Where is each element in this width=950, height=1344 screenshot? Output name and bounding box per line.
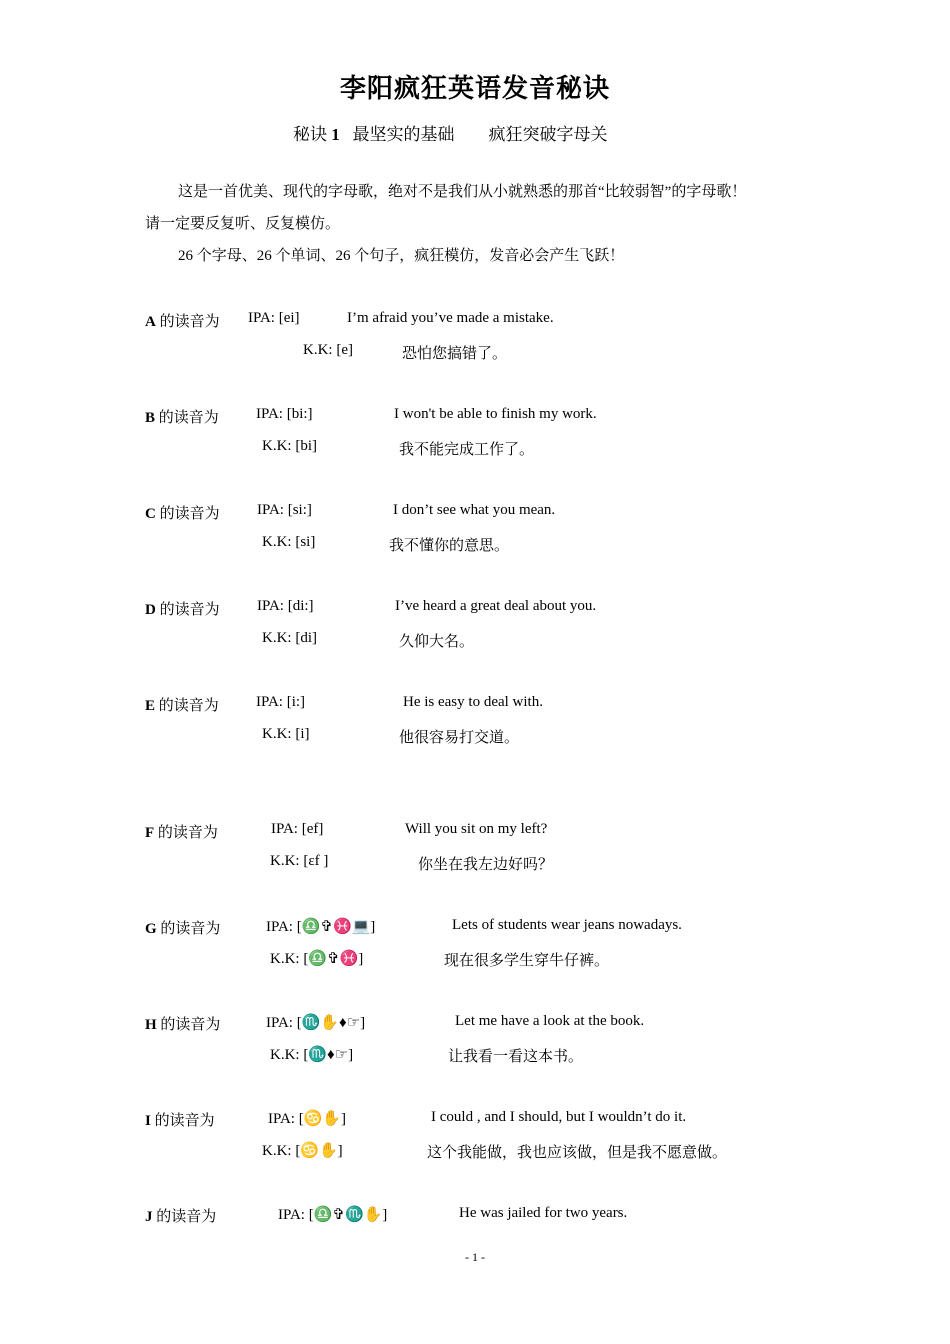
entry-label-row <box>145 1205 216 1226</box>
intro-line-1: 这是一首优美、现代的字母歌，绝对不是我们从小就熟悉的那首“比较弱智”的字母歌！ <box>178 184 747 200</box>
entry-kk: K.K: [e] <box>303 342 353 358</box>
entry-letter: G <box>145 921 157 937</box>
entry-translation: 让我看一看这本书。 <box>448 1049 584 1065</box>
subtitle-label: 秘诀 <box>293 125 327 144</box>
page-number: - 1 - <box>465 1250 485 1264</box>
entry-sentence: Lets of students wear jeans nowadays. <box>452 917 682 933</box>
entry-label-row <box>145 1109 215 1130</box>
letter-entry-g <box>0 917 950 987</box>
entry-ipa: IPA: [♎✞♏✋] <box>278 1207 388 1223</box>
subtitle-part2: 疯狂突破字母关 <box>488 125 608 144</box>
entry-sentence: He was jailed for two years. <box>459 1205 628 1221</box>
entry-sentence: I won't be able to finish my work. <box>394 406 597 422</box>
entry-letter: D <box>145 602 156 618</box>
entry-translation: 恐怕您搞错了。 <box>402 346 508 362</box>
entry-label-row <box>145 502 220 523</box>
entry-kk: K.K: [si] <box>262 534 316 550</box>
entry-label: 的读音为 <box>160 921 221 937</box>
entry-label-row <box>145 310 220 331</box>
entry-label-row <box>145 821 218 842</box>
letter-entry-f <box>0 821 950 891</box>
intro-line-3: 26 个字母、26 个单词、26 个句子，疯狂模仿，发音必会产生飞跃！ <box>178 248 625 264</box>
entry-letter: C <box>145 506 156 522</box>
intro-line-2: 请一定要反复听、反复模仿。 <box>145 216 341 232</box>
entry-label-row <box>145 598 220 619</box>
letter-entry-j <box>0 1205 950 1239</box>
entry-label: 的读音为 <box>159 506 220 522</box>
letter-entry-b <box>0 406 950 476</box>
entry-label: 的读音为 <box>159 602 220 618</box>
entry-label: 的读音为 <box>158 410 219 426</box>
entry-kk: K.K: [♏♦☞] <box>270 1047 354 1063</box>
entry-letter: B <box>145 410 156 426</box>
entry-ipa: IPA: [ei] <box>248 310 300 326</box>
entry-ipa: IPA: [♎✞♓💻] <box>266 919 376 935</box>
entry-ipa: IPA: [i:] <box>256 694 306 710</box>
entry-letter: J <box>145 1209 153 1225</box>
entry-label-row <box>145 694 219 715</box>
entry-letter: F <box>145 825 155 841</box>
entry-kk: K.K: [i] <box>262 726 310 742</box>
entry-letter: I <box>145 1113 151 1129</box>
entry-ipa: IPA: [di:] <box>257 598 314 614</box>
entry-sentence: I don’t see what you mean. <box>393 502 556 518</box>
entry-letter: H <box>145 1017 157 1033</box>
document-title: 李阳疯狂英语发音秘诀 <box>339 74 610 104</box>
entry-sentence: Will you sit on my left? <box>405 821 548 837</box>
entry-label-row <box>145 406 219 427</box>
entry-letter: A <box>145 314 156 330</box>
entry-translation: 我不懂你的意思。 <box>389 538 510 554</box>
entry-translation: 你坐在我左边好吗？ <box>418 857 554 873</box>
subtitle <box>293 120 608 145</box>
entry-sentence: Let me have a look at the book. <box>455 1013 645 1029</box>
entry-ipa: IPA: [♋✋] <box>268 1111 347 1127</box>
entry-kk: K.K: [ɛf ] <box>270 853 329 869</box>
letter-entry-a <box>0 310 950 380</box>
entry-translation: 这个我能做，我也应该做，但是我不愿意做。 <box>427 1145 728 1161</box>
entry-kk: K.K: [di] <box>262 630 317 646</box>
entry-kk: K.K: [bi] <box>262 438 317 454</box>
entry-label: 的读音为 <box>158 698 219 714</box>
entry-sentence: I could , and I should, but I wouldn’t do it. <box>431 1109 687 1125</box>
entry-label: 的读音为 <box>154 1113 215 1129</box>
entry-sentence: I’m afraid you’ve made a mistake. <box>347 310 554 326</box>
letter-entry-e <box>0 694 950 764</box>
entry-ipa: IPA: [si:] <box>257 502 312 518</box>
letter-entry-c <box>0 502 950 572</box>
subtitle-part1: 最坚实的基础 <box>352 125 455 144</box>
entry-ipa: IPA: [bi:] <box>256 406 313 422</box>
entry-letter: E <box>145 698 156 714</box>
letter-entry-i <box>0 1109 950 1179</box>
subtitle-number: 1 <box>331 125 340 144</box>
entry-translation: 久仰大名。 <box>399 634 475 650</box>
entry-label: 的读音为 <box>156 1209 217 1225</box>
letter-entry-d <box>0 598 950 668</box>
entry-label: 的读音为 <box>159 314 220 330</box>
entry-kk: K.K: [♋✋] <box>262 1143 343 1159</box>
entry-translation: 他很容易打交道。 <box>399 730 520 746</box>
entry-translation: 现在很多学生穿牛仔裤。 <box>444 953 610 969</box>
entry-sentence: I’ve heard a great deal about you. <box>395 598 597 614</box>
entry-ipa: IPA: [ef] <box>271 821 324 837</box>
entry-translation: 我不能完成工作了。 <box>399 442 535 458</box>
entry-label: 的读音为 <box>160 1017 221 1033</box>
entry-ipa: IPA: [♏✋♦☞] <box>266 1015 366 1031</box>
entry-label-row <box>145 917 220 938</box>
letter-entry-h <box>0 1013 950 1083</box>
entry-label-row <box>145 1013 220 1034</box>
entry-label: 的读音为 <box>157 825 218 841</box>
entry-kk: K.K: [♎✞♓] <box>270 951 364 967</box>
entry-sentence: He is easy to deal with. <box>403 694 543 710</box>
